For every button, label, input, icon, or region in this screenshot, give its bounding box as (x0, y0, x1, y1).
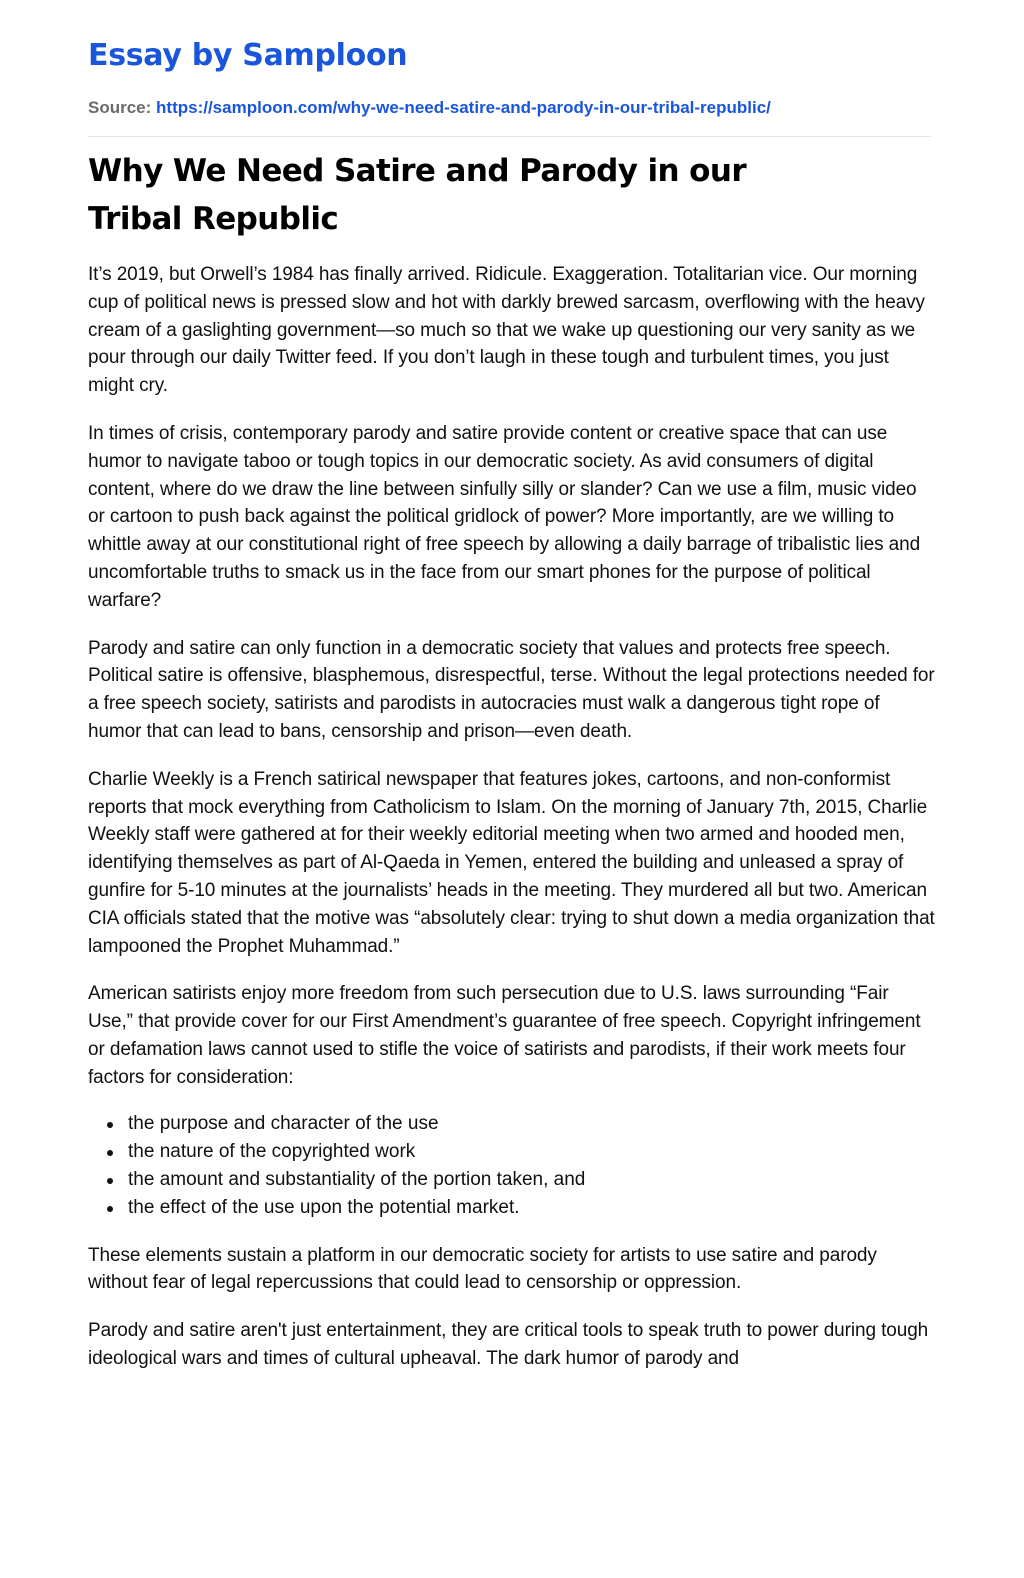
header-divider (88, 136, 931, 137)
fair-use-factors-list (88, 1110, 936, 1222)
paragraph-platform: These elements sustain a platform in our democratic society for artists to use satire and parody without fear of legal repercussions that could lead to censorship or oppression. (88, 1244, 877, 1294)
list-item: the nature of the copyrighted work (128, 1138, 936, 1166)
site-brand-title: Essay by Samploon (88, 38, 408, 73)
list-item: the effect of the use upon the potential market. (128, 1194, 936, 1222)
source-label: Source: (88, 98, 157, 117)
source-line (88, 96, 936, 120)
list-item: the purpose and character of the use (128, 1110, 936, 1138)
source-link[interactable]: https://samploon.com/why-we-need-satire-and-parody-in-our-tribal-republic/ (156, 98, 771, 117)
paragraph-crisis: In times of crisis, contemporary parody and satire provide content or creative space that can use humor to navigate taboo or tough topics in our democratic society. As avid consumers of digital content, where do we draw the line between sinfully silly or slander? Can we use a film, music video or cartoon to push back against the political gridlock of power? More importantly, are we willing to whittle away at our constitutional right of free speech by allowing a daily barrage of tribalistic lies and uncomfortable truths to smack us in the face from our smart phones for the purpose of political warfare? (88, 422, 921, 611)
paragraph-fair-use: American satirists enjoy more freedom from such persecution due to U.S. laws surrounding “Fair Use,” that provide cover for our First Amendment’s guarantee of free speech. Copyright infringement or defamation laws cannot used to stifle the voice of satirists and parodists, if their work meets four factors for consideration: (88, 983, 921, 1088)
list-item: the amount and substantiality of the portion taken, and (128, 1166, 936, 1194)
paragraph-intro: It’s 2019, but Orwell’s 1984 has finally arrived. Ridicule. Exaggeration. Totalitarian vice. Our morning cup of political news is pressed slow and hot with darkly brewed sarcasm, overflowing with the heavy cream of a gaslighting government—so much so that we wake up questioning our very sanity as we pour through our daily Twitter feed. If you don’t laugh in these tough and turbulent times, you just might cry. (88, 264, 925, 397)
paragraph-charlie-weekly: Charlie Weekly is a French satirical newspaper that features jokes, cartoons, and non-conformist reports that mock everything from Catholicism to Islam. On the morning of January 7th, 2015, Charlie Weekly staff were gathered at for their weekly editorial meeting when two armed and hooded men, identifying themselves as part of Al-Qaeda in Yemen, entered the building and unleased a spray of gunfire for 5-10 minutes at the journalists’ heads in the meeting. They murdered all but two. American CIA officials stated that the motive was “absolutely clear: trying to shut down a media organization that lampooned the Prophet Muhammad.” (88, 768, 935, 957)
paragraph-free-speech: Parody and satire can only function in a democratic society that values and protects free speech. Political satire is offensive, blasphemous, disrespectful, terse. Without the legal protections needed for a free speech society, satirists and parodists in autocracies must walk a dangerous tight rope of humor that can lead to bans, censorship and prison—even death. (88, 637, 935, 742)
article-body (88, 261, 936, 1373)
paragraph-critical-tools: Parody and satire aren't just entertainment, they are critical tools to speak truth to power during tough ideological wars and times of cultural upheaval. The dark humor of parody and (88, 1320, 929, 1369)
article-title: Why We Need Satire and Parody in our Tribal Republic (88, 153, 747, 237)
